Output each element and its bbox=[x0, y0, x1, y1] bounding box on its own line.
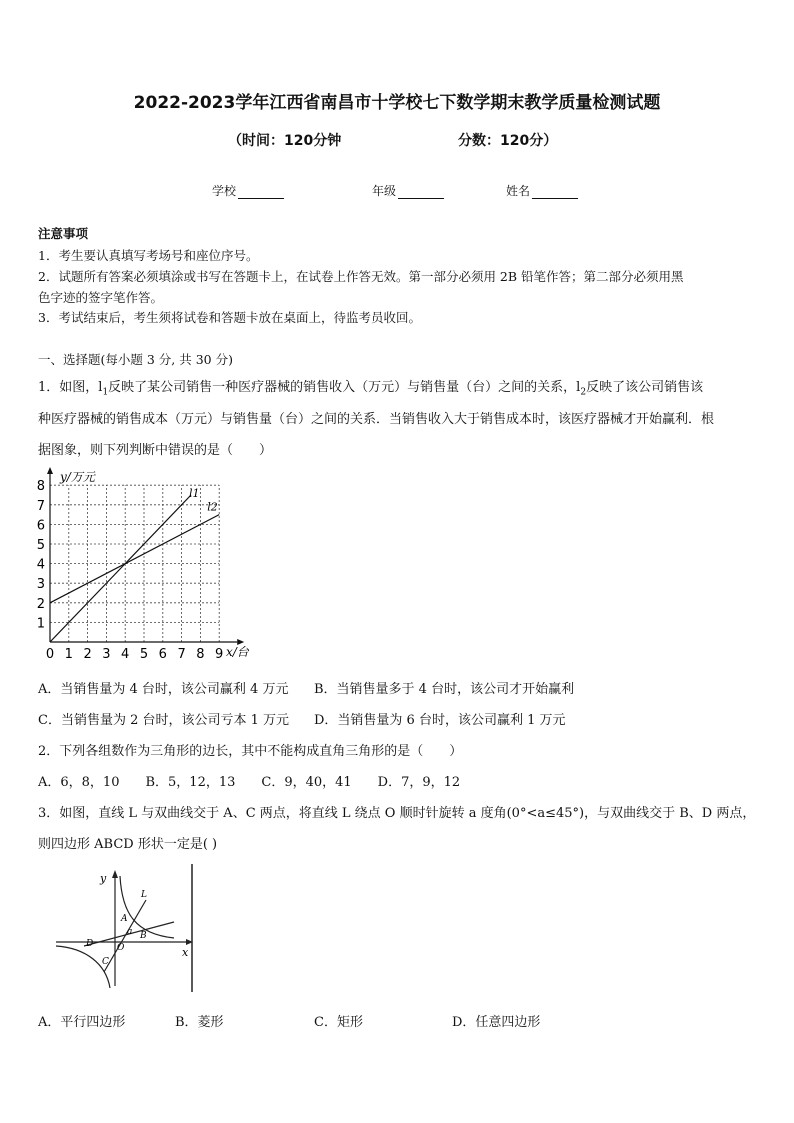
school-field bbox=[212, 182, 284, 199]
school-blank bbox=[238, 186, 284, 199]
fig-b-label: B bbox=[140, 931, 147, 941]
y-tick-label: 6 bbox=[36, 518, 45, 534]
x-tick-label: 6 bbox=[158, 647, 167, 662]
exam-score: 分数：120分） bbox=[458, 133, 558, 149]
name-blank bbox=[532, 186, 578, 199]
name-field bbox=[506, 182, 578, 199]
series-line-l1 bbox=[50, 495, 191, 642]
q3-option-b: B．菱形 bbox=[175, 1015, 224, 1030]
school-label: 学校 bbox=[212, 184, 237, 198]
grade-label: 年级 bbox=[372, 184, 397, 198]
y-tick-label: 7 bbox=[36, 498, 45, 514]
q1-line1: 1．如图，$l_1$反映了某公司销售一种医疗器械的销售收入（万元）与销售量（台）之间的关系，$l_2$反映了该公司销售该 bbox=[38, 380, 704, 398]
x-tick-label: 2 bbox=[83, 647, 92, 662]
note-item: 3．考试结束后，考生须将试卷和答题卡放在桌面上，待监考员收回。 bbox=[38, 310, 421, 325]
fig-l-label: L bbox=[141, 890, 147, 900]
fig-c-label: C bbox=[102, 957, 109, 967]
section-heading: 一、选择题(每小题 3 分, 共 30 分) bbox=[38, 352, 233, 367]
q1-chart bbox=[30, 466, 270, 664]
note-item: 2．试题所有答案必须填涂或书写在答题卡上，在试卷上作答无效。第一部分必须用 2B 铅笔作答；第二部分必须用黑 bbox=[38, 269, 684, 284]
q1-option-a: A．当销售量为 4 台时，该公司赢利 4 万元 bbox=[38, 682, 289, 697]
exam-time: （时间：120分钟 bbox=[228, 133, 342, 149]
x-tick-label: 3 bbox=[102, 647, 111, 662]
x-tick-label: 8 bbox=[196, 647, 205, 662]
q3-option-c: C．矩形 bbox=[314, 1015, 363, 1030]
y-tick-label: 1 bbox=[36, 616, 45, 632]
y-tick-label: 8 bbox=[36, 479, 45, 495]
notes-heading: 注意事项 bbox=[38, 226, 89, 241]
chart-xlabel: x/台 bbox=[226, 645, 249, 659]
q3-line2: 则四边形 ABCD 形状一定是( ) bbox=[38, 837, 218, 852]
fig-x-label: x bbox=[182, 946, 189, 959]
q1-option-d: D．当销售量为 6 台时，该公司赢利 1 万元 bbox=[314, 713, 566, 728]
q1-line3: 据图象，则下列判断中错误的是（ ） bbox=[38, 443, 273, 458]
series-label-l2: l2 bbox=[207, 500, 218, 514]
fig-y-label: y bbox=[100, 872, 107, 885]
x-tick-label: 5 bbox=[139, 647, 149, 662]
name-label: 姓名 bbox=[506, 184, 531, 198]
x-tick-label: 7 bbox=[177, 647, 186, 662]
q1-option-c: C．当销售量为 2 台时，该公司亏本 1 万元 bbox=[38, 713, 290, 728]
fig-alpha-label: a bbox=[127, 927, 133, 937]
y-tick-label: 4 bbox=[36, 557, 45, 573]
y-tick-label: 2 bbox=[36, 596, 45, 612]
note-item: 1．考生要认真填写考场号和座位序号。 bbox=[38, 248, 259, 263]
series-label-l1: l1 bbox=[189, 487, 200, 500]
note-item: 色字迹的签字笔作答。 bbox=[38, 290, 164, 305]
q3-option-d: D．任意四边形 bbox=[452, 1015, 541, 1030]
series-line-l2 bbox=[50, 515, 219, 603]
q3-line1: 3．如图，直线 L 与双曲线交于 A、C 两点，将直线 L 绕点 O 顺时针旋转 a 度角(0°<a≤45°)，与双曲线交于 B、D 两点， bbox=[38, 806, 756, 821]
y-axis-arrow bbox=[47, 467, 53, 474]
fig-a-label: A bbox=[121, 914, 128, 924]
fig-d-label: D bbox=[86, 939, 94, 949]
x-tick-label: 4 bbox=[121, 647, 130, 662]
q1-line2: 种医疗器械的销售成本（万元）与销售量（台）之间的关系．当销售收入大于销售成本时，该医疗器械才开始赢利．根 bbox=[38, 412, 715, 427]
y-tick-label: 5 bbox=[36, 538, 45, 553]
fig-o-label: O bbox=[117, 943, 125, 953]
q1-option-b: B．当销售量多于 4 台时，该公司才开始赢利 bbox=[314, 682, 575, 697]
q2-options: A．6，8，10 B．5，12，13 C．9，40，41 D．7，9，12 bbox=[38, 775, 461, 790]
q3-option-a: A．平行四边形 bbox=[38, 1015, 126, 1030]
x-tick-label: 0 bbox=[45, 647, 55, 662]
x-tick-label: 9 bbox=[215, 647, 224, 662]
q3-figure bbox=[36, 864, 196, 992]
chart-ylabel: y/万元 bbox=[60, 470, 95, 484]
q2-stem: 2．下列各组数作为三角形的边长，其中不能构成直角三角形的是（ ） bbox=[38, 744, 463, 759]
x-tick-label: 1 bbox=[64, 647, 73, 662]
grade-blank bbox=[398, 186, 444, 199]
page-title: 2022-2023学年江西省南昌市十学校七下数学期末教学质量检测试题 bbox=[133, 93, 661, 113]
y-tick-label: 3 bbox=[36, 577, 45, 593]
grade-field bbox=[372, 182, 444, 199]
